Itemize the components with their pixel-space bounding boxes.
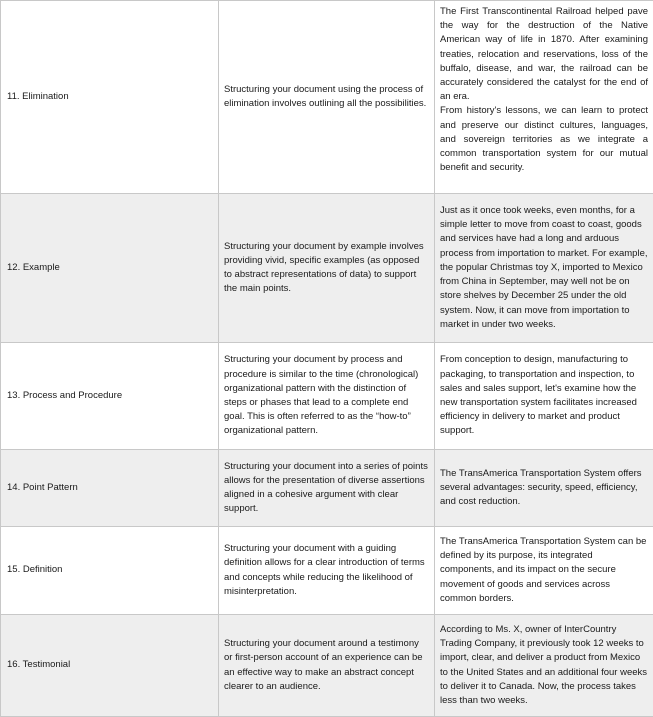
pattern-name-cell: 13. Process and Procedure: [1, 343, 219, 450]
pattern-example-cell: [435, 527, 653, 615]
pattern-example-cell: [435, 1, 653, 194]
pattern-name-cell: 16. Testimonial: [1, 615, 219, 717]
example-paragraph: The First Transcontinental Railroad helped pave the way for the destruction of the Native American way of life in 1870. After examining treaties, relocation and reservations, loss of the buffalo, disease, and war, the railroad can be accurately considered the catalyst for the end of an era.: [440, 5, 648, 104]
example-paragraph: Just as it once took weeks, even months, for a simple letter to move from coast to coast, goods and services have had a long and arduous process from importation to market. For example, the popular Christmas toy X, imported to Mexico from China in September, may well not be on store shelves by December 25 under the old system. Now, it can move from importation to market in under two weeks.: [440, 204, 648, 332]
table-row: [1, 527, 653, 615]
pattern-description-cell: Structuring your document around a testimony or first-person account of an experience can be an effective way to make an abstract concept clearer to an audience.: [219, 615, 435, 717]
table-row: [1, 194, 653, 343]
pattern-description-cell: Structuring your document with a guiding definition allows for a clear introduction of terms and concepts while reducing the likelihood of misinterpretation.: [219, 527, 435, 615]
example-paragraph: According to Ms. X, owner of InterCountry Trading Company, it previously took 12 weeks to import, clear, and deliver a product from Mexico to the United States and an additional four weeks to deliver it to Canada. Now, the process takes less than two weeks.: [440, 623, 648, 708]
example-paragraph: The TransAmerica Transportation System can be defined by its purpose, its integrated components, and its impact on the secure movement of goods and services across common borders.: [440, 535, 648, 606]
pattern-description-cell: Structuring your document using the process of elimination involves outlining all the possibilities.: [219, 1, 435, 194]
pattern-name-cell: 12. Example: [1, 194, 219, 343]
pattern-name-cell: 15. Definition: [1, 527, 219, 615]
pattern-example-cell: [435, 450, 653, 527]
pattern-description-cell: Structuring your document by example involves providing vivid, specific examples (as opposed to abstract representations of data) to support the main points.: [219, 194, 435, 343]
example-paragraph: The TransAmerica Transportation System offers several advantages: security, speed, efficiency, and cost reduction.: [440, 467, 648, 510]
pattern-example-cell: [435, 343, 653, 450]
pattern-name-cell: 11. Elimination: [1, 1, 219, 194]
pattern-description-cell: Structuring your document by process and procedure is similar to the time (chronological) organizational pattern with the distinction of steps or phases that lead to a complete end goal. This is often referred to as the “how-to” organizational pattern.: [219, 343, 435, 450]
example-paragraph: From conception to design, manufacturing to packaging, to transportation and inspection, to sales and sales support, let's examine how the new transportation system facilitates increased efficiency in delivery to market and product support.: [440, 353, 648, 438]
pattern-name-cell: 14. Point Pattern: [1, 450, 219, 527]
table-row: [1, 450, 653, 527]
table-row: [1, 1, 653, 194]
table-row: [1, 343, 653, 450]
example-paragraph: From history's lessons, we can learn to protect and preserve our distinct cultures, languages, and sovereign territories as we integrate a common transportation system for our mutual benefit and security.: [440, 104, 648, 175]
pattern-example-cell: [435, 194, 653, 343]
pattern-example-cell: [435, 615, 653, 717]
pattern-description-cell: Structuring your document into a series of points allows for the presentation of diverse assertions aligned in a cohesive argument with clear support.: [219, 450, 435, 527]
table-row: [1, 615, 653, 717]
